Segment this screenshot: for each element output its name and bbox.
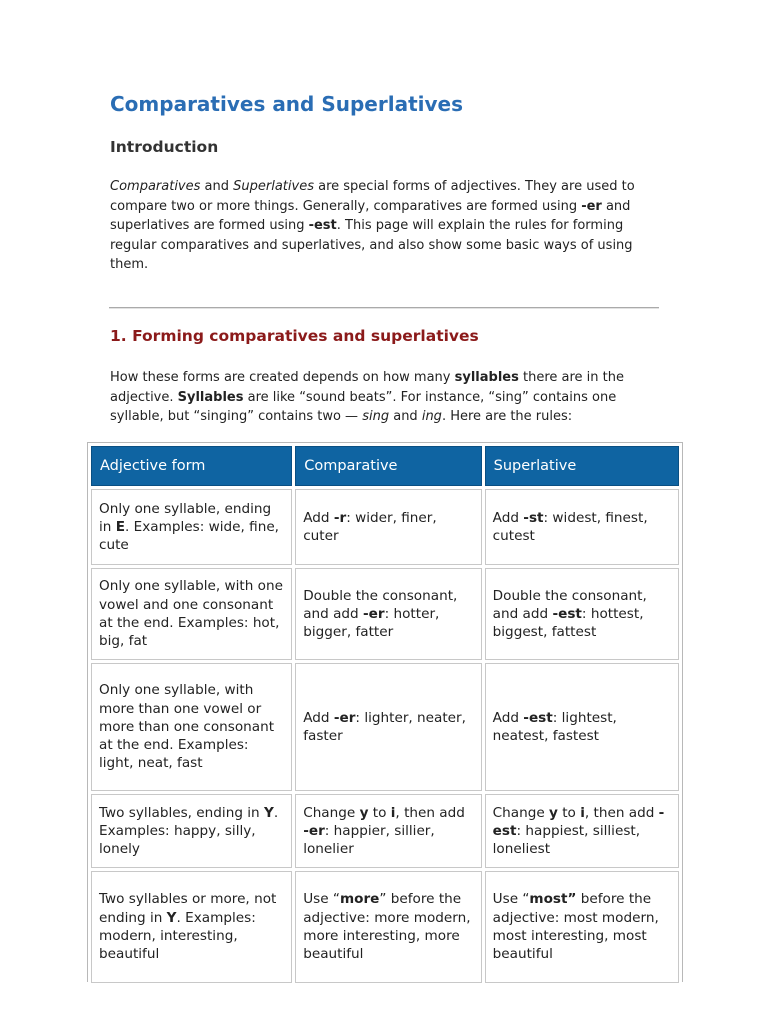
term-syllables: syllables <box>454 370 519 385</box>
table-row <box>91 489 679 565</box>
header-adjective-form: Adjective form <box>91 446 292 486</box>
cell-adjective-form: Two syllables or more, not ending in Y. Examples: modern, interesting, beautiful <box>91 871 292 983</box>
page-title: Comparatives and Superlatives <box>110 92 463 116</box>
header-superlative: Superlative <box>485 446 679 486</box>
suffix-er: -er <box>581 198 602 214</box>
term-comparatives: Comparatives <box>110 179 201 194</box>
cell-adjective-form: Only one syllable, with one vowel and one consonant at the end. Examples: hot, big, fat <box>91 568 292 660</box>
rules-table <box>88 443 682 986</box>
table-header-row <box>91 446 679 486</box>
cell-comparative: Double the consonant, and add -er: hotter, bigger, fatter <box>295 568 481 660</box>
example-ing: ing <box>421 409 442 424</box>
term-superlatives: Superlatives <box>233 179 314 194</box>
syllables-paragraph: How these forms are created depends on how many syllables there are in the adjective. Syllables are like “sound beats”. For instance, “sing” contains one syllable, but “singing” contains two — sing and ing. Here are the rules: <box>110 370 624 424</box>
rules-table-container <box>87 442 683 982</box>
horizontal-divider <box>109 307 659 309</box>
cell-comparative: Add -er: lighter, neater, faster <box>295 663 481 791</box>
term-syllables: Syllables <box>177 389 244 405</box>
cell-comparative: Change y to i, then add -er: happier, sillier, lonelier <box>295 794 481 868</box>
introduction-paragraph: Comparatives and Superlatives are special forms of adjectives. They are used to compare two or more things. Generally, comparatives are formed using -er and superlatives are formed using -est. This page will explain the rules for forming regular comparatives and superlatives, and also show some basic ways of using them. <box>110 179 635 272</box>
introduction-heading: Introduction <box>110 138 219 156</box>
cell-comparative: Add -r: wider, finer, cuter <box>295 489 481 565</box>
section-heading: 1. Forming comparatives and superlatives <box>110 327 479 345</box>
example-sing: sing <box>362 409 390 424</box>
cell-comparative: Use “more” before the adjective: more modern, more interesting, more beautiful <box>295 871 481 983</box>
header-comparative: Comparative <box>295 446 481 486</box>
cell-superlative: Double the consonant, and add -est: hottest, biggest, fattest <box>485 568 679 660</box>
table-row <box>91 794 679 868</box>
cell-superlative: Add -est: lightest, neatest, fastest <box>485 663 679 791</box>
suffix-est: -est <box>308 218 337 233</box>
cell-superlative: Add -st: widest, finest, cutest <box>485 489 679 565</box>
cell-adjective-form: Only one syllable, ending in E. Examples: wide, fine, cute <box>91 489 292 565</box>
cell-adjective-form: Only one syllable, with more than one vowel or more than one consonant at the end. Examples: light, neat, fast <box>91 663 292 791</box>
table-row <box>91 663 679 791</box>
cell-superlative: Use “most” before the adjective: most modern, most interesting, most beautiful <box>485 871 679 983</box>
cell-superlative: Change y to i, then add -est: happiest, silliest, loneliest <box>485 794 679 868</box>
table-row <box>91 568 679 660</box>
table-row <box>91 871 679 983</box>
cell-adjective-form: Two syllables, ending in Y. Examples: happy, silly, lonely <box>91 794 292 868</box>
